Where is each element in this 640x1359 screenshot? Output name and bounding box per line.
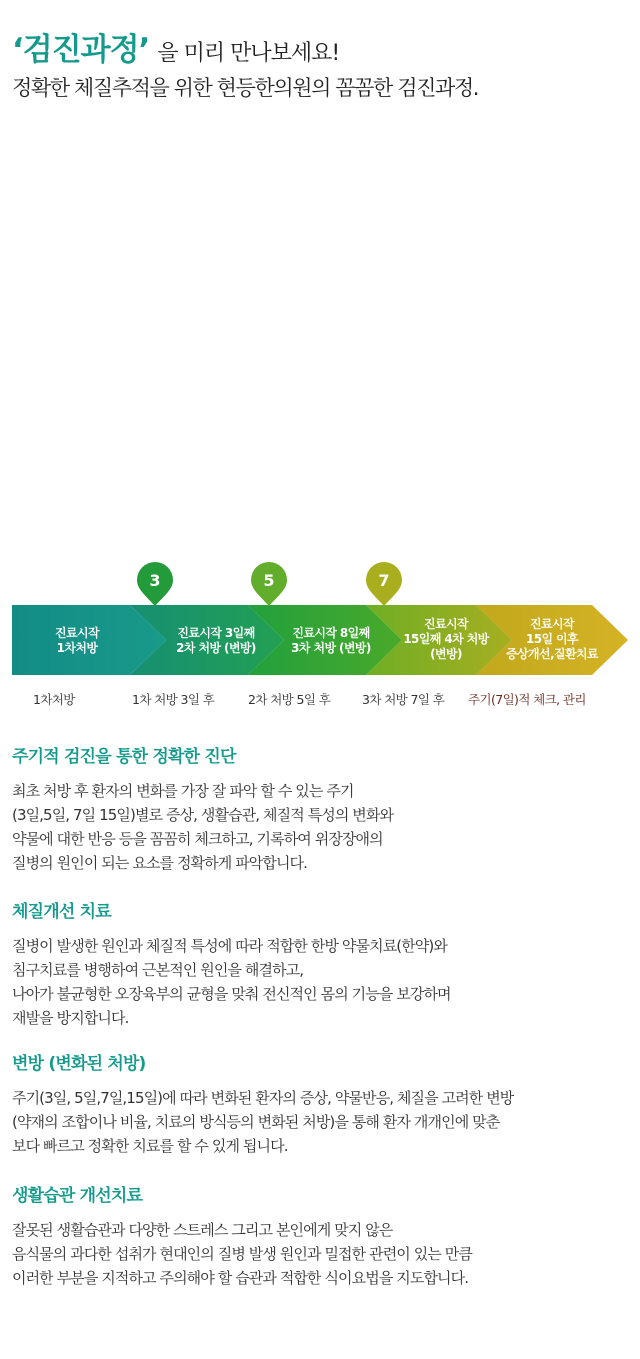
body-line: 음식물의 과다한 섭취가 현대인의 질병 발생 원인과 밀접한 관련이 있는 만큼 [12,1245,472,1263]
section-constitution-treatment [12,897,632,1030]
section-body [12,779,632,875]
hero-header [12,24,632,102]
body-line: 약물에 대한 반응 등을 꼼꼼히 체크하고, 기록하여 위장장애의 [12,830,383,848]
section-body [12,1086,632,1158]
body-line: 잘못된 생활습관과 다양한 스트레스 그리고 본인에게 맞지 않은 [12,1221,393,1239]
body-line: 최초 처방 후 환자의 변화를 가장 잘 파악 할 수 있는 주기 [12,782,354,800]
body-line: 침구치료를 병행하여 근본적인 원인을 해결하고, [12,961,304,979]
stage-5-line2: 15일 이후 [525,632,579,646]
pin-number-3: 3 [149,571,161,590]
stage-1-text [22,626,132,656]
step-label-5: 주기(7일)적 체크, 관리 [468,692,586,707]
body-line: 재발을 방지합니다. [12,1009,129,1027]
body-line: 나아가 불균형한 오장육부의 균형을 맞춰 전신적인 몸의 기능을 보강하며 [12,985,451,1003]
step-label-1: 1차처방 [33,692,75,707]
hero-title [12,24,632,68]
section-body [12,1218,632,1290]
stage-2-text [158,626,274,656]
stage-4-line2: 15일째 4차 처방 [403,632,489,646]
body-line: 질병의 원인이 되는 요소를 정확하게 파악합니다. [12,854,308,872]
stage-2-line2: 2차 처방 (변방) [176,641,256,655]
stage-4-text [390,617,502,662]
stage-3-line1: 진료시작 8일째 [292,626,370,640]
pin-number-5: 5 [263,571,275,590]
step-label-3: 2차 처방 5일 후 [248,692,331,707]
stage-3-text [273,626,389,656]
stage-1-line1: 진료시작 [55,626,99,640]
section-title: 주기적 검진을 통한 정확한 진단 [12,747,236,767]
section-body [12,934,632,1030]
section-title: 체질개선 치료 [12,902,111,922]
section-title: 생활습관 개선치료 [12,1186,143,1206]
hero-subtitle: 정확한 체질추적을 위한 현등한의원의 꼼꼼한 검진과정. [12,76,479,100]
body-line: 이러한 부분을 지적하고 주의해야 할 습관과 적합한 식이요법을 지도합니다. [12,1269,469,1287]
body-line: 보다 빠르고 정확한 치료를 할 수 있게 됩니다. [12,1137,288,1155]
pin-number-7: 7 [378,571,390,590]
section-title: 변방 (변화된 처방) [12,1054,146,1074]
step-label-4: 3차 처방 7일 후 [362,692,445,707]
stage-5-line1: 진료시작 [530,617,574,631]
body-line: (3일,5일, 7일 15일)별로 증상, 생활습관, 체질적 특성의 변화와 [12,806,394,824]
body-line: 주기(3일, 5일,7일,15일)에 따라 변화된 환자의 증상, 약물반응, 체질을 고려한 변방 [12,1089,514,1107]
stage-4-line3: (변방) [430,647,462,661]
body-line: (약재의 조합이나 비율, 치료의 방식등의 변화된 처방)을 통해 환자 개개인에 맞춘 [12,1113,500,1131]
stage-5-text [496,617,608,662]
stage-4-line1: 진료시작 [424,617,468,631]
step-label-2: 1차 처방 3일 후 [132,692,215,707]
section-periodic-checkup [12,742,632,875]
hero-title-highlight: ‘검진과정’ [12,32,150,68]
body-line: 질병이 발생한 원인과 체질적 특성에 따라 적합한 한방 약물치료(한약)와 [12,937,447,955]
process-timeline [0,560,640,720]
section-changed-prescription [12,1049,632,1158]
stage-2-line1: 진료시작 3일째 [177,626,255,640]
section-lifestyle-treatment [12,1181,632,1290]
hero-title-rest: 을 미리 만나보세요! [157,41,340,66]
stage-3-line2: 3차 처방 (변방) [291,641,371,655]
stage-5-line3: 증상개선,질환치료 [506,647,598,661]
stage-1-line2: 1차처방 [56,641,98,655]
